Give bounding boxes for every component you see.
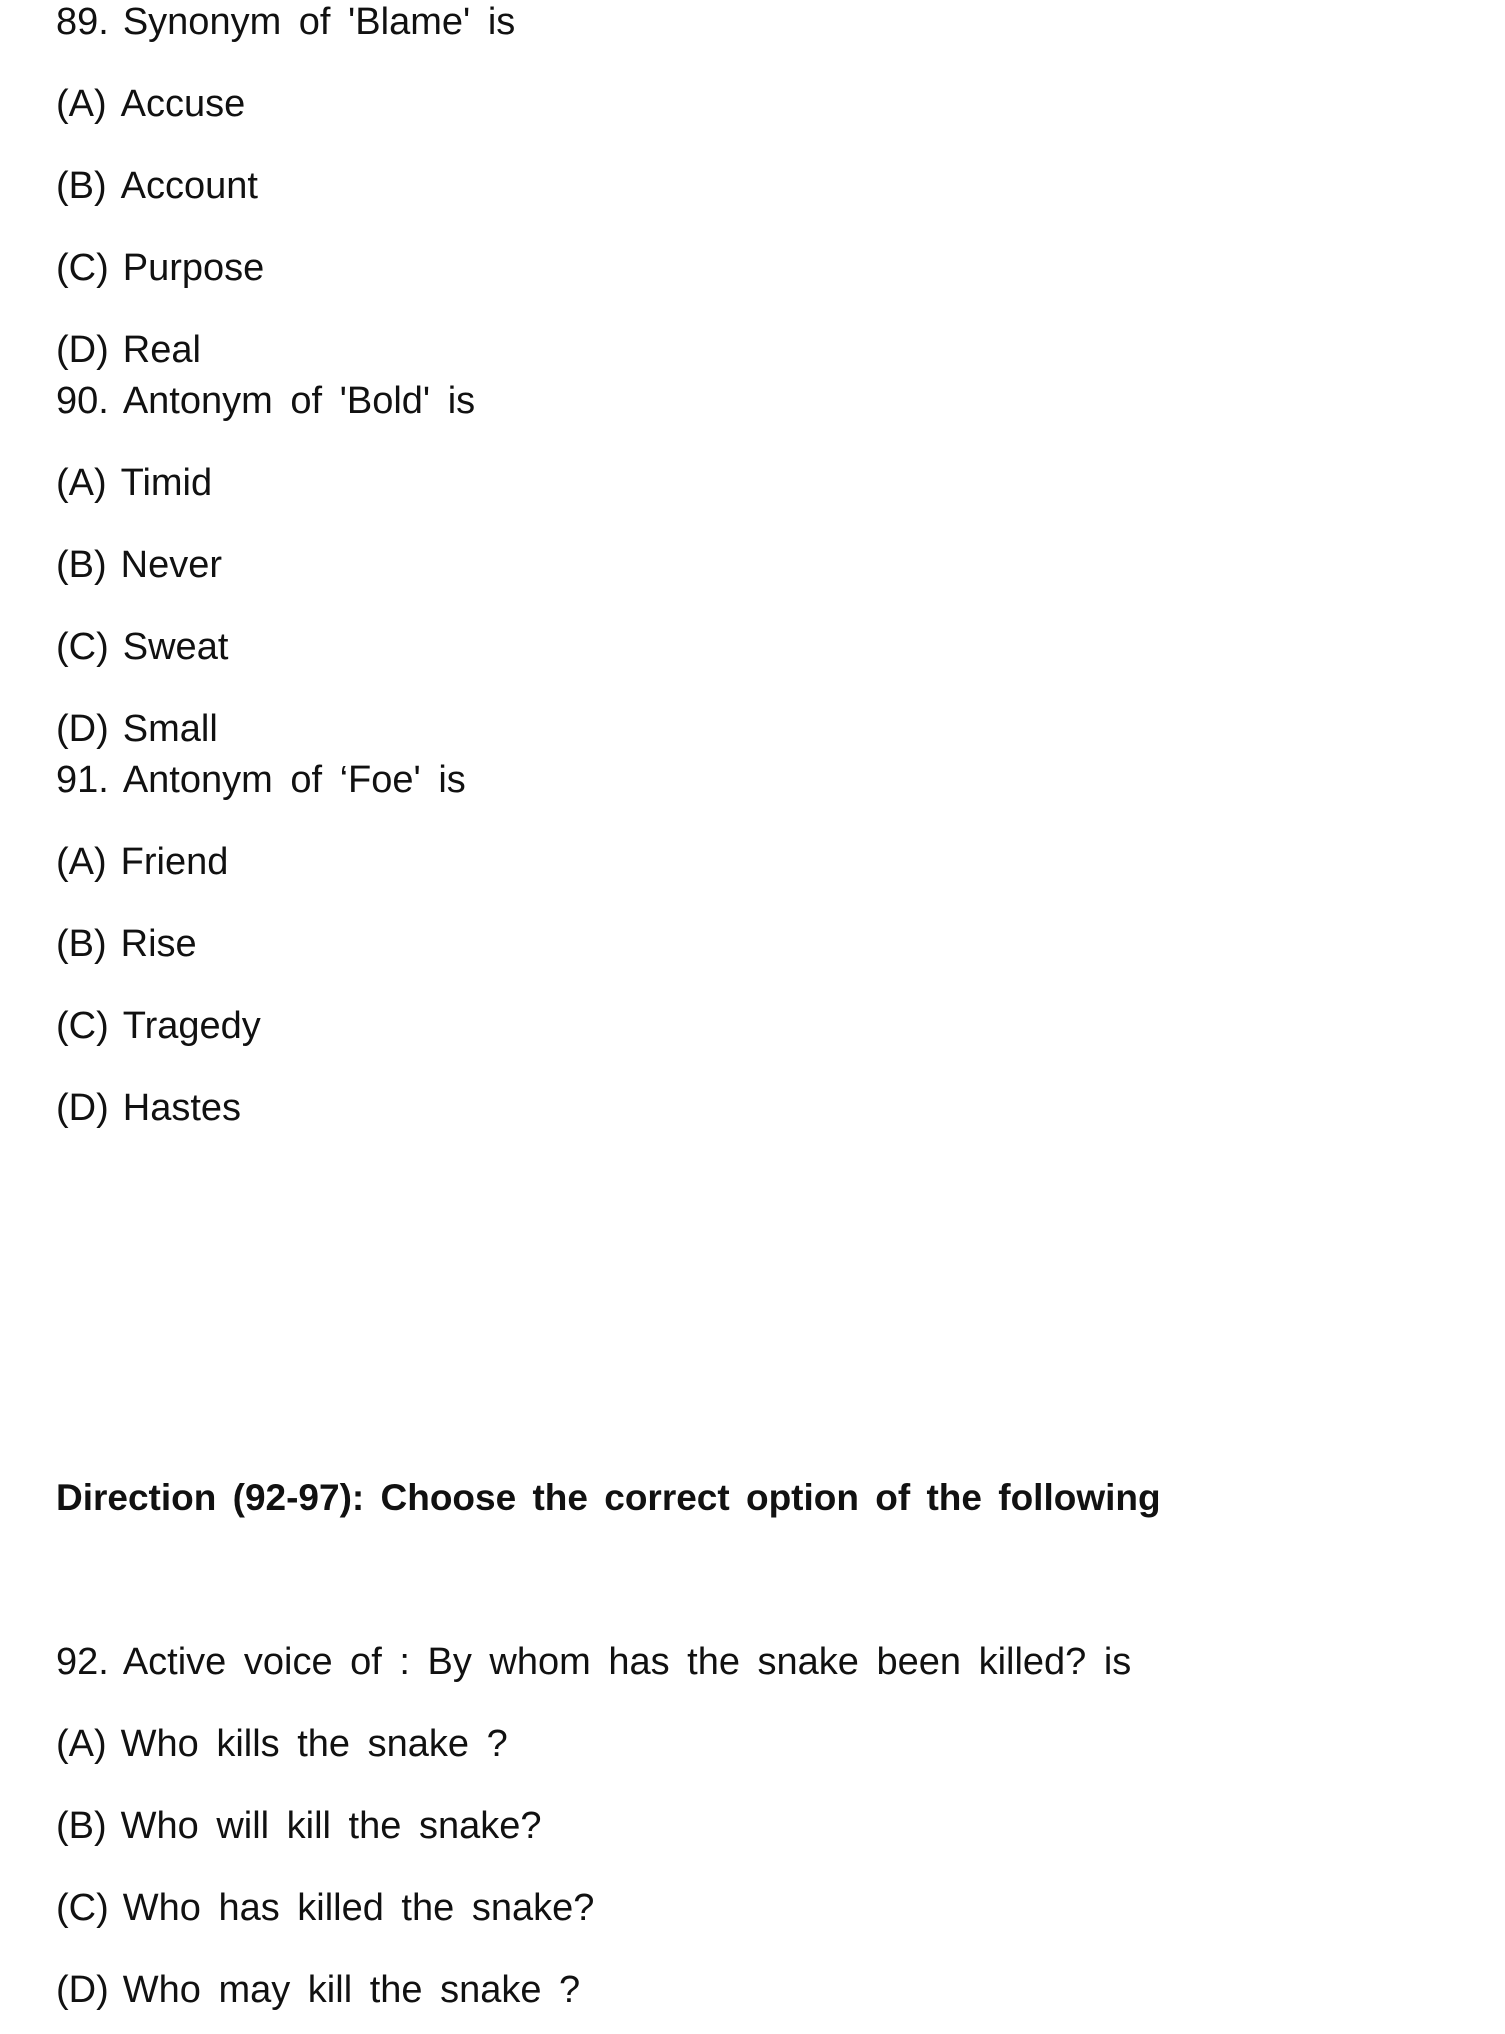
option-item [56,82,245,126]
question-number: 92. [56,1641,109,1683]
question-stem [56,379,475,423]
option-item [56,840,228,884]
option-item [56,328,201,372]
option-text: Real [122,329,201,371]
option-label: (A) [56,462,107,504]
option-text: Purpose [122,247,265,289]
option-label: (C) [56,626,109,668]
option-item [56,707,218,751]
option-text: Tragedy [122,1005,261,1047]
question-text: Active voice of : By whom has the snake been killed? is [122,1641,1132,1683]
direction-heading: Direction (92-97): Choose the correct option of the following [56,1477,1161,1518]
question-text: Antonym of ‘Foe' is [122,759,466,801]
option-item [56,1804,541,1848]
option-text: Who has killed the snake? [122,1887,595,1929]
option-item [56,461,212,505]
option-text: Hastes [122,1087,242,1129]
option-label: (D) [56,1087,109,1129]
option-text: Account [120,165,258,207]
option-item [56,164,258,208]
option-item [56,1968,580,2012]
option-item [56,543,222,587]
question-stem [56,1640,1131,1684]
option-text: Never [120,544,223,586]
option-label: (C) [56,247,109,289]
option-text: Friend [120,841,229,883]
option-label: (D) [56,708,109,750]
option-label: (B) [56,1805,107,1847]
option-label: (D) [56,1969,109,2011]
option-text: Accuse [120,83,246,125]
question-number: 90. [56,380,109,422]
option-label: (A) [56,841,107,883]
option-label: (A) [56,83,107,125]
option-text: Small [122,708,218,750]
option-item [56,1722,508,1766]
option-text: Who may kill the snake ? [122,1969,581,2011]
option-item [56,1086,241,1130]
option-item [56,1004,261,1048]
option-text: Who kills the snake ? [120,1723,508,1765]
question-text: Synonym of 'Blame' is [122,1,516,43]
option-text: Rise [120,923,197,965]
option-label: (C) [56,1005,109,1047]
option-label: (B) [56,544,107,586]
option-text: Who will kill the snake? [120,1805,542,1847]
option-text: Timid [120,462,213,504]
question-stem [56,758,466,802]
option-label: (D) [56,329,109,371]
option-item [56,625,228,669]
option-item [56,922,197,966]
option-label: (B) [56,165,107,207]
question-number: 89. [56,1,109,43]
option-item [56,246,264,290]
question-stem [56,0,515,44]
option-label: (C) [56,1887,109,1929]
option-text: Sweat [122,626,229,668]
option-label: (A) [56,1723,107,1765]
question-text: Antonym of 'Bold' is [122,380,476,422]
question-number: 91. [56,759,109,801]
option-label: (B) [56,923,107,965]
option-item [56,1886,594,1930]
